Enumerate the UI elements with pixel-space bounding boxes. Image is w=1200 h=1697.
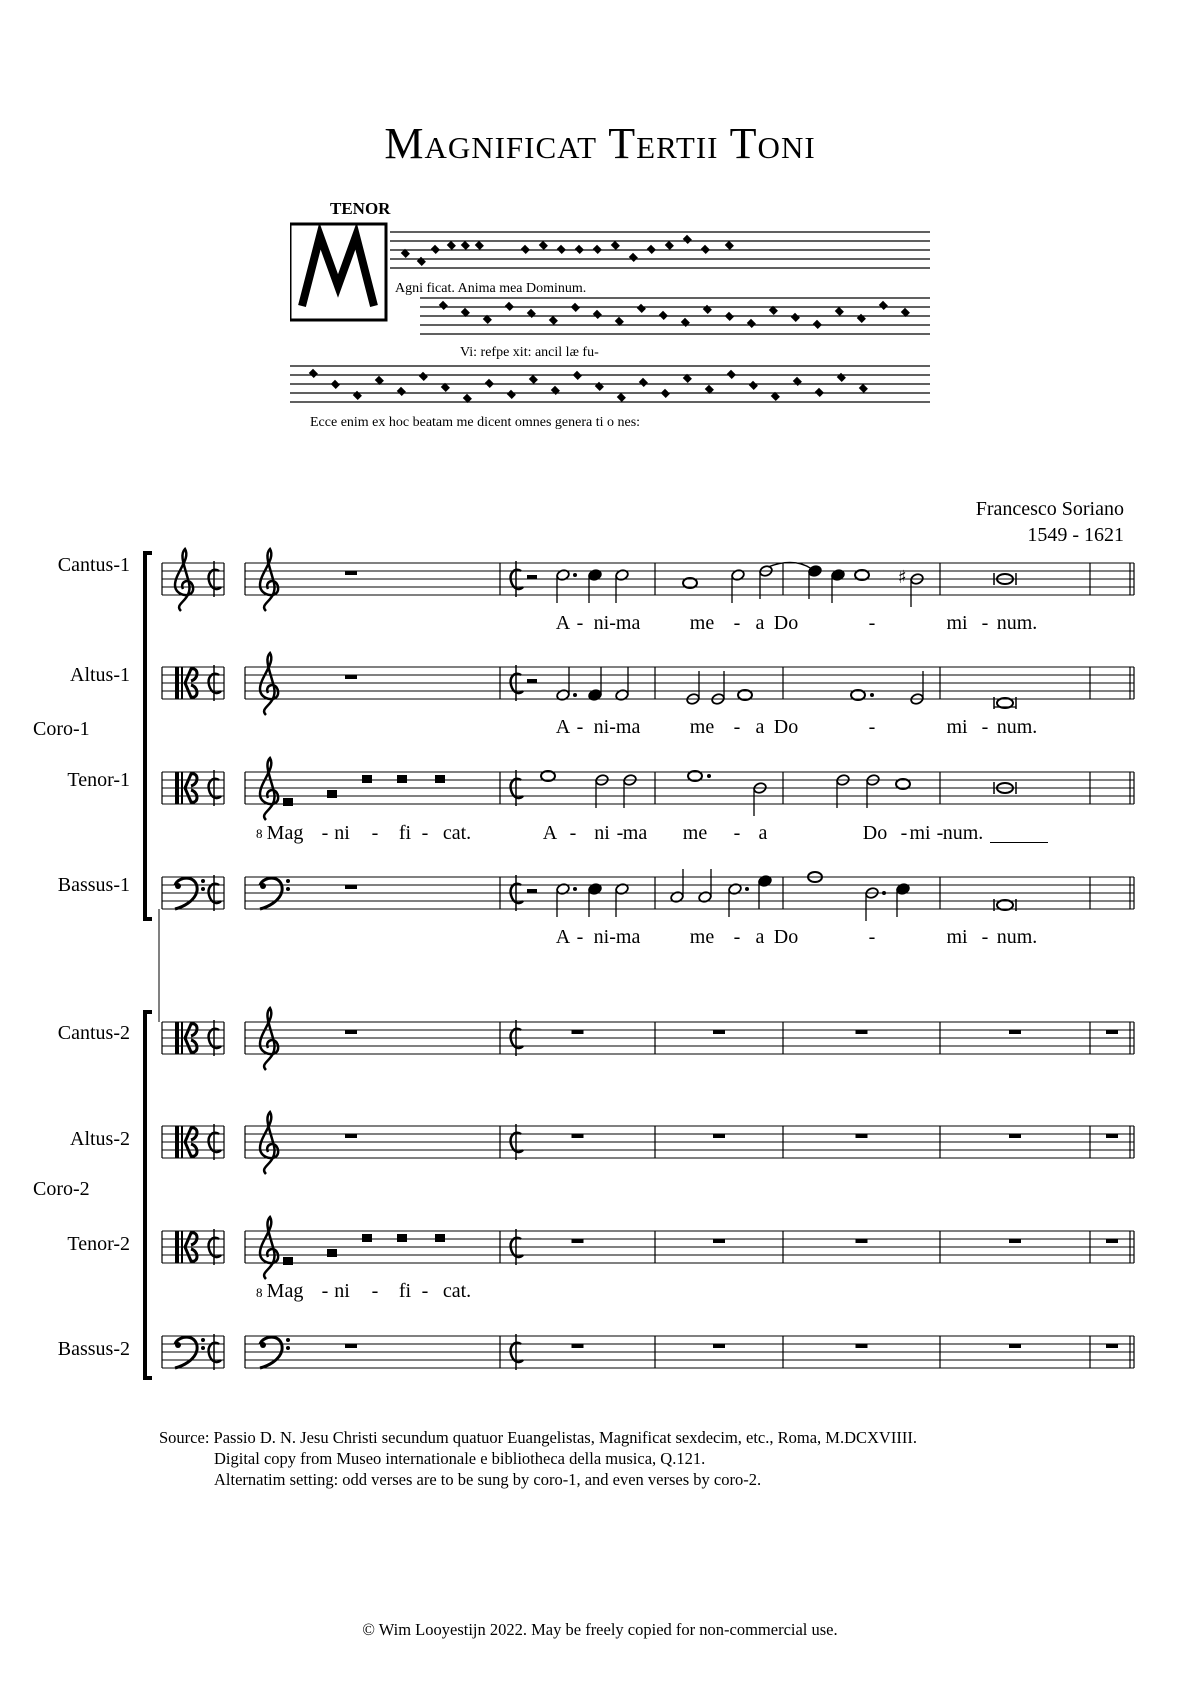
lyric-syllable: - — [981, 716, 989, 738]
whole-rest — [713, 1239, 725, 1243]
composer-name: Francesco Soriano — [975, 498, 1124, 520]
lyric-syllable: num. — [996, 612, 1038, 634]
lyric-syllable: Do — [773, 612, 799, 634]
lyric-syllable: - — [981, 926, 989, 948]
whole-rest — [345, 1030, 357, 1034]
ligature-note — [435, 775, 445, 783]
modern-clef-dot-lower — [286, 1346, 290, 1350]
incipit-clef-bar-thin — [181, 1231, 183, 1263]
lyric-syllable: a — [755, 612, 765, 634]
augmentation-dot — [707, 774, 711, 778]
lyric-syllable: - — [371, 1280, 379, 1302]
lyric-syllable: Do — [862, 822, 888, 844]
augmentation-dot — [573, 573, 577, 577]
augmentation-dot — [882, 891, 886, 895]
lyric-syllable: - — [421, 822, 429, 844]
incipit-clef-dot-lower — [201, 1346, 205, 1350]
whole-rest — [572, 1134, 584, 1138]
augmentation-dot — [870, 693, 874, 697]
whole-rest — [1106, 1239, 1118, 1243]
whole-rest — [1009, 1030, 1021, 1034]
whole-rest — [856, 1134, 868, 1138]
whole-rest — [1106, 1030, 1118, 1034]
lyric-syllable: ni-ma — [593, 926, 641, 948]
whole-rest — [713, 1344, 725, 1348]
incipit-clef-bar — [175, 1022, 179, 1054]
facsimile-voice-label: TENOR — [330, 199, 391, 218]
lyric-syllable: - — [733, 716, 741, 738]
incipit-clef-bar — [175, 667, 179, 699]
score-layer — [145, 549, 1134, 1378]
choir-label-2: Coro-2 — [33, 1178, 90, 1200]
whole-rest — [856, 1344, 868, 1348]
lyric-syllable: Mag — [266, 1280, 304, 1302]
whole-rest — [1009, 1344, 1021, 1348]
lyric-syllable: A — [542, 822, 558, 844]
lyric-syllable: ni-ma — [593, 612, 641, 634]
choir-1-bracket — [145, 553, 152, 919]
staff-label-cantus-1: Cantus-1 — [57, 554, 130, 576]
lyric-syllable: - — [321, 822, 329, 844]
modern-clef-dot-upper — [286, 1338, 290, 1342]
composer-dates: 1549 - 1621 — [1027, 524, 1124, 546]
ligature-note — [283, 798, 293, 806]
lyric-syllable: a — [755, 716, 765, 738]
lyric-syllable: - — [868, 926, 876, 948]
modern-clef — [260, 1008, 278, 1070]
whole-rest — [572, 1344, 584, 1348]
lyric-syllable: - — [981, 612, 989, 634]
sharp-sign: ♯ — [898, 567, 907, 588]
modern-clef-dot — [260, 1342, 266, 1348]
lyric-syllable: num. — [996, 926, 1038, 948]
ligature-note — [327, 790, 337, 798]
whole-rest — [572, 1030, 584, 1034]
whole-rest — [1106, 1134, 1118, 1138]
lyric-syllable: a — [755, 926, 765, 948]
whole-rest — [572, 1239, 584, 1243]
lyric-syllable: Do — [773, 716, 799, 738]
ligature-note — [435, 1234, 445, 1242]
lyric-syllable: mi — [946, 716, 968, 738]
lyric-syllable: ni — [334, 822, 350, 844]
lyric-syllable: - — [868, 612, 876, 634]
staff-label-altus-1: Altus-1 — [70, 664, 130, 686]
lyric-syllable: mi — [909, 822, 931, 844]
octave-clef-marker: 8 — [256, 1285, 263, 1300]
lyric-syllable: - — [733, 926, 741, 948]
staff-label-cantus-2: Cantus-2 — [57, 1022, 130, 1044]
choir-2-bracket — [145, 1012, 152, 1378]
melisma-extender — [990, 842, 1048, 843]
incipit-clef-dot-lower — [201, 887, 205, 891]
lyric-syllable: num. — [996, 716, 1038, 738]
whole-rest — [345, 1344, 357, 1348]
octave-clef-marker: 8 — [256, 826, 263, 841]
staff-label-altus-2: Altus-2 — [70, 1128, 130, 1150]
ligature-note — [397, 1234, 407, 1242]
augmentation-dot — [573, 887, 577, 891]
lyric-syllable: cat. — [442, 822, 472, 844]
lyric-syllable: ni-ma — [593, 716, 641, 738]
lyric-syllable: Mag — [266, 822, 304, 844]
incipit-clef-dot — [175, 883, 181, 889]
whole-rest — [1106, 1344, 1118, 1348]
whole-rest — [856, 1030, 868, 1034]
whole-rest — [1009, 1239, 1021, 1243]
lyric-syllable: - — [371, 822, 379, 844]
staff-label-tenor-2: Tenor-2 — [67, 1233, 130, 1255]
whole-rest — [1009, 1134, 1021, 1138]
incipit-clef-bar — [175, 1126, 179, 1158]
incipit-clef-dot — [175, 1342, 181, 1348]
incipit-clef-dot-upper — [201, 879, 205, 883]
lyric-syllable: me — [682, 822, 708, 844]
quarter-note — [808, 565, 822, 578]
whole-rest — [345, 675, 357, 679]
incipit-clef-bar-thin — [181, 667, 183, 699]
whole-rest — [345, 571, 357, 575]
lyric-syllable: - — [616, 822, 624, 844]
facsimile-lyric-1: Agni ficat. Anima mea Dominum. — [395, 281, 587, 296]
ligature-note — [283, 1257, 293, 1265]
lyric-syllable: Do — [773, 926, 799, 948]
lyric-syllable: - — [868, 716, 876, 738]
lyric-syllable: A — [555, 926, 571, 948]
modern-clef-dot-lower — [286, 887, 290, 891]
lyric-syllable: - — [576, 926, 584, 948]
lyric-syllable: - — [733, 612, 741, 634]
incipit-clef-dot-upper — [201, 1338, 205, 1342]
ligature-note — [327, 1249, 337, 1257]
incipit-clef-bar-thin — [181, 772, 183, 804]
whole-rest — [345, 885, 357, 889]
score-title: Magnificat Tertii Toni — [384, 119, 816, 168]
incipit-clef-bar — [175, 1231, 179, 1263]
whole-rest — [713, 1134, 725, 1138]
modern-clef-dot-upper — [286, 879, 290, 883]
lyric-syllable: ma — [622, 822, 648, 844]
lyric-syllable: a — [758, 822, 768, 844]
augmentation-dot — [745, 887, 749, 891]
lyric-syllable: ni — [594, 822, 610, 844]
staff-label-tenor-1: Tenor-1 — [67, 769, 130, 791]
lyric-syllable: - — [576, 716, 584, 738]
facsimile-lyric-2: Vi: refpe xit: ancil læ fu- — [460, 345, 599, 360]
half-rest — [527, 575, 537, 579]
source-line-1: Source: Passio D. N. Jesu Christi secundum quatuor Euangelistas, Magnificat sexdecim, etc., Roma, M.DCXVIIII. — [159, 1428, 917, 1447]
lyric-syllable: me — [689, 612, 715, 634]
staff-label-bassus-1: Bassus-1 — [57, 874, 130, 896]
ligature-note — [362, 775, 372, 783]
lyric-syllable: me — [689, 926, 715, 948]
modern-clef — [260, 878, 282, 909]
whole-rest — [713, 1030, 725, 1034]
incipit-clef — [175, 1337, 197, 1368]
copyright-notice: © Wim Looyestijn 2022. May be freely copied for non-commercial use. — [362, 1620, 838, 1639]
incipit-clef — [175, 878, 197, 909]
incipit-clef — [175, 549, 193, 611]
source-note — [159, 1427, 917, 1490]
lyric-syllable: cat. — [442, 1280, 472, 1302]
half-rest — [527, 679, 537, 683]
lyric-syllable: - — [936, 822, 944, 844]
lyric-syllable: - — [900, 822, 908, 844]
lyric-syllable: me — [689, 716, 715, 738]
lyric-syllable: ni — [334, 1280, 350, 1302]
modern-clef — [260, 1337, 282, 1368]
half-rest — [527, 889, 537, 893]
augmentation-dot — [573, 693, 577, 697]
modern-clef — [260, 549, 278, 611]
staff-label-bassus-2: Bassus-2 — [57, 1338, 130, 1360]
whole-rest — [345, 1134, 357, 1138]
lyric-syllable: fi — [398, 1280, 412, 1302]
lyric-syllable: fi — [398, 822, 412, 844]
choir-label-1: Coro-1 — [33, 718, 90, 740]
incipit-clef-bar — [175, 772, 179, 804]
modern-clef — [260, 653, 278, 715]
lyric-syllable: - — [576, 612, 584, 634]
modern-clef — [260, 1112, 278, 1174]
whole-rest — [856, 1239, 868, 1243]
lyric-syllable: A — [555, 612, 571, 634]
incipit-clef-bar-thin — [181, 1126, 183, 1158]
modern-clef — [260, 1217, 278, 1279]
lyric-syllable: num. — [942, 822, 984, 844]
facsimile-lyric-3: Ecce enim ex hoc beatam me dicent omnes genera ti o nes: — [310, 415, 641, 430]
modern-clef-dot — [260, 883, 266, 889]
lyric-syllable: A — [555, 716, 571, 738]
lyric-syllable: - — [421, 1280, 429, 1302]
lyric-syllable: mi — [946, 926, 968, 948]
modern-clef — [260, 758, 278, 820]
lyric-syllable: - — [733, 822, 741, 844]
lyric-syllable: - — [569, 822, 577, 844]
lyric-syllable: - — [321, 1280, 329, 1302]
incipit-clef-bar-thin — [181, 1022, 183, 1054]
lyric-syllable: mi — [946, 612, 968, 634]
ligature-note — [397, 775, 407, 783]
ligature-note — [362, 1234, 372, 1242]
source-line-2: Digital copy from Museo internationale e bibliotheca della musica, Q.121. — [214, 1449, 706, 1468]
source-line-3: Alternatim setting: odd verses are to be sung by coro-1, and even verses by coro-2. — [214, 1470, 762, 1489]
